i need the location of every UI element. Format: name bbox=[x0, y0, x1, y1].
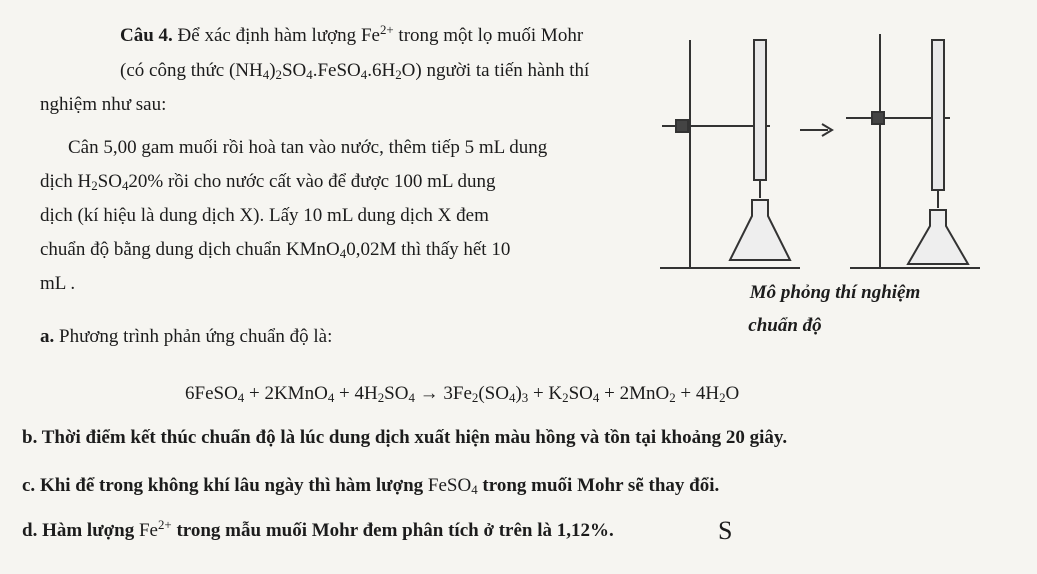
item-c-label: c. bbox=[22, 475, 36, 496]
question-line-8: mL . bbox=[40, 273, 76, 294]
kmno4-formula: KMnO$_4$ bbox=[285, 239, 347, 262]
feso4-formula: FeSO$_4$ bbox=[427, 475, 478, 498]
question-line-3: nghiệm như sau: bbox=[40, 94, 167, 115]
question-line-5: dịch $H_2SO_420\%$ rồi cho nước cất vào để được 100 mL dung bbox=[40, 171, 496, 194]
figure-caption-line-2: chuẩn độ bbox=[748, 315, 822, 336]
question-label: Câu 4. bbox=[120, 25, 173, 46]
figure-caption-line-1: Mô phỏng thí nghiệm bbox=[749, 282, 921, 303]
titration-apparatus-illustration bbox=[650, 20, 1030, 290]
question-line-1: Câu 4. Để xác định hàm lượng $Fe^{2+}$ trong một lọ muối Mohr bbox=[120, 21, 584, 46]
item-b-label: b. bbox=[22, 427, 38, 448]
question-line-2: (có công thức $(NH_4)_2SO_4.FeSO_4.6H_2O$) người ta tiến hành thí bbox=[120, 60, 590, 83]
answer-mark-s: S bbox=[718, 516, 733, 545]
question-line-4: Cân 5,00 gam muối rồi hoà tan vào nước, thêm tiếp 5 mL dung bbox=[68, 137, 548, 158]
titration-equation: 6FeSO$_4$ + 2KMnO$_4$ + $4H_2SO_4 \to 3Fe_2(SO_4)_3 + K_2SO_4 + 2MnO_2 + 4H_2O$ bbox=[185, 383, 740, 406]
item-d-label: d. bbox=[22, 520, 38, 541]
question-line-7: chuẩn độ bằng dung dịch chuẩn KMnO$_4$0,02M thì thấy hết 10 bbox=[40, 239, 511, 262]
h2so4-formula: $H_2SO_4$ bbox=[77, 171, 129, 194]
item-a: a. Phương trình phản ứng chuẩn độ là: bbox=[40, 326, 333, 347]
question-line-6: dịch (kí hiệu là dung dịch X). Lấy 10 mL dung dịch X đem bbox=[40, 205, 489, 226]
fe2-ion: $Fe^{2+}$ bbox=[138, 516, 172, 541]
reaction-arrow: → bbox=[414, 383, 444, 404]
mohr-salt-formula: $(NH_4)_2SO_4.FeSO_4.6H_2O$) bbox=[228, 60, 422, 83]
item-d: d. Hàm lượng $Fe^{2+}$ trong mẫu muối Mohr đem phân tích ở trên là 1,12%. bbox=[22, 516, 614, 541]
item-b: b. Thời điểm kết thúc chuẩn độ là lúc dung dịch xuất hiện màu hồng và tồn tại khoảng 20 giây. bbox=[22, 427, 788, 448]
item-c: c. Khi để trong không khí lâu ngày thì hàm lượng FeSO$_4$ trong muối Mohr sẽ thay đổi. bbox=[22, 475, 720, 498]
item-a-label: a. bbox=[40, 326, 55, 347]
